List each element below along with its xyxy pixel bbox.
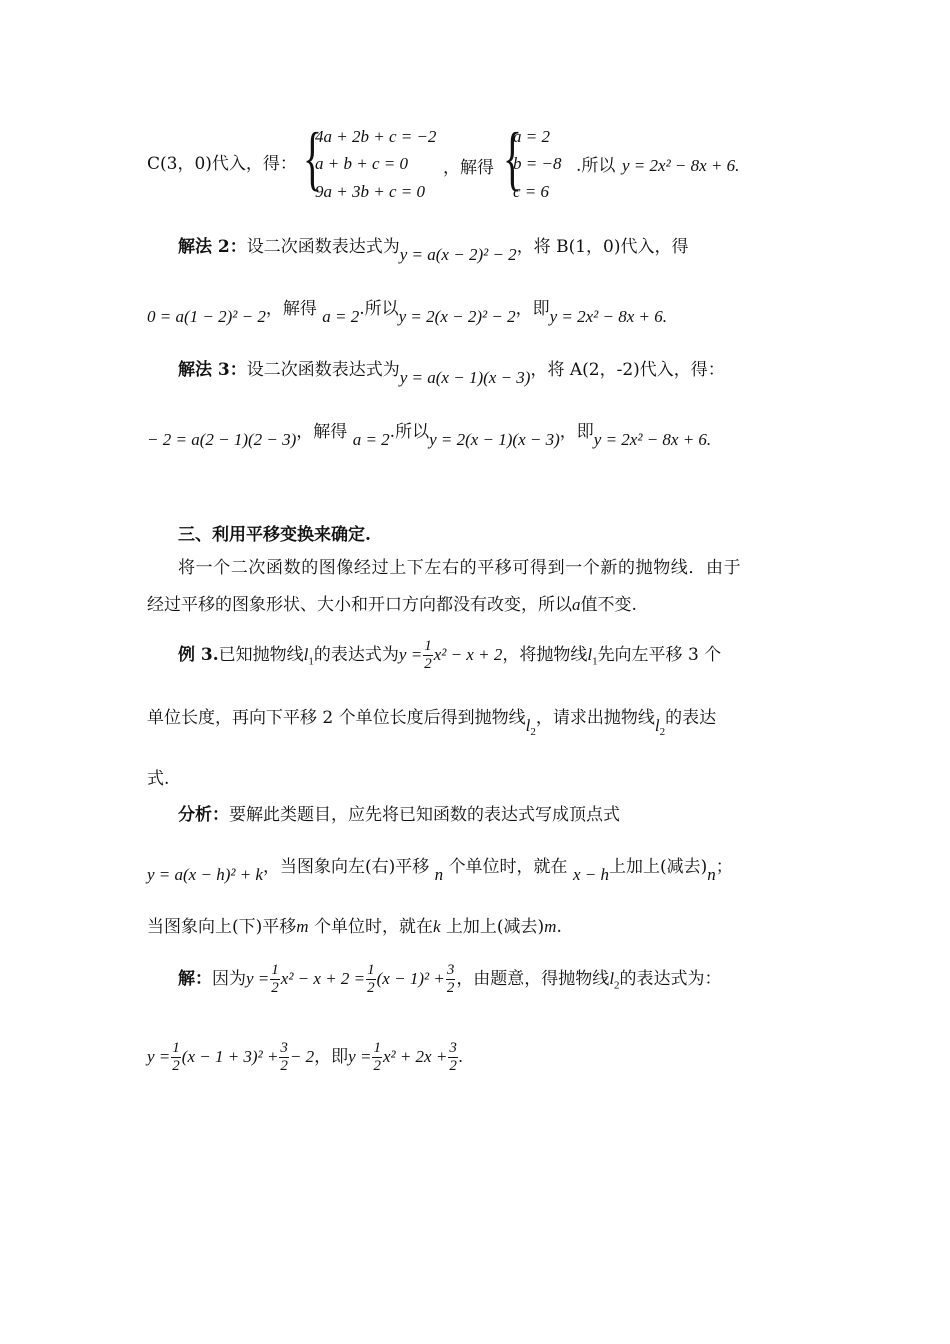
sol3-line2	[147, 417, 712, 449]
analysis-line3c: 上加上(减去)	[445, 917, 545, 937]
block1-prefix: C(3，0)代入，得：	[147, 154, 297, 174]
analysis-t2: ，当图象向左(右)平移	[262, 857, 430, 877]
solution-frac1-num: 1	[271, 962, 279, 978]
solution-f3b: x² + 2x +	[382, 1047, 448, 1066]
section3-heading: 三、利用平移变换来确定.	[178, 525, 371, 545]
solution-frac6-den: 2	[373, 1058, 381, 1074]
example3-fraction	[423, 638, 433, 673]
system1-eq2: a + b + c = 0	[315, 154, 408, 173]
block1-after: .所以	[576, 156, 616, 176]
example3-label: 例 3.	[178, 645, 219, 665]
solution-frac5	[279, 1040, 289, 1075]
example3-l1: l	[303, 645, 309, 664]
sol3-aval: a = 2	[352, 430, 390, 449]
analysis-line3	[147, 912, 562, 937]
sol2-label: 解法 2：	[178, 237, 247, 257]
sol2-formula1: y = a(x − 2)² − 2	[399, 245, 517, 264]
block1-mid: ，解得	[443, 158, 494, 178]
solution-frac4-num: 1	[172, 1040, 180, 1056]
example3-l1-sub: 1	[308, 655, 314, 668]
solution-frac2-num: 1	[367, 962, 375, 978]
solution-frac7	[448, 1040, 458, 1075]
sol2-formula2: y = 2(x − 2)² − 2	[398, 307, 516, 326]
solution-f3a: y =	[348, 1047, 372, 1066]
analysis-vertex: y = a(x − h)² + k	[147, 865, 263, 884]
example3-t4: 先向左平移 3 个	[597, 645, 722, 665]
example3-frac-num: 1	[424, 638, 432, 654]
section3-para2	[147, 590, 637, 615]
example3-l1b: l	[587, 645, 593, 664]
analysis-t5: ；	[715, 857, 733, 877]
system2-eq3: c = 6	[513, 182, 550, 201]
solution-f2c: − 2	[289, 1047, 315, 1066]
solution-f1b: x² − x + 2 =	[280, 969, 366, 988]
solution-l2-sub: 2	[614, 979, 620, 992]
solution-t4: ，即	[314, 1047, 349, 1067]
sol3-formula1: y = a(x − 1)(x − 3)	[399, 368, 531, 387]
sol2-aval: a = 2	[322, 307, 360, 326]
analysis-k: k	[432, 917, 441, 936]
system1-eq1: 4a + 2b + c = −2	[315, 127, 437, 146]
solution-line2	[147, 1040, 463, 1075]
section3-para1: 将一个二次函数的图像经过上下左右的平移可得到一个新的抛物线．由于	[178, 558, 742, 578]
solution-frac2	[366, 962, 376, 997]
sol3-result: y = 2x² − 8x + 6.	[593, 430, 712, 449]
sol2-result: y = 2x² − 8x + 6.	[549, 307, 667, 326]
solution-l2: l	[609, 969, 615, 988]
analysis-line3a: 当图象向上(下)平移	[147, 917, 297, 937]
solution-frac1	[270, 962, 280, 997]
example3-l2b-sub: 2	[659, 726, 666, 739]
solution-f1a: y =	[246, 969, 270, 988]
solution-frac7-den: 2	[449, 1058, 457, 1074]
sol3-ie: ，即	[559, 422, 594, 442]
solution-frac4	[171, 1040, 181, 1075]
sol3-label: 解法 3：	[178, 360, 247, 380]
analysis-line2	[147, 852, 733, 884]
solution-f2a: y =	[147, 1047, 171, 1066]
solution-t3: 的表达式为：	[619, 969, 722, 989]
example3-fy: y =	[398, 645, 423, 664]
example3-l2b: l	[654, 716, 660, 735]
analysis-t3: 个单位时，就在	[448, 857, 568, 877]
analysis-line3b: 个单位时，就在	[313, 917, 433, 937]
sol2-solve: ，解得	[265, 299, 317, 319]
sol2-text1: 设二次函数表达式为	[246, 237, 400, 257]
sol2-ie: ，即	[515, 299, 550, 319]
left-brace-1: {	[303, 118, 323, 198]
example3-line3: 式.	[147, 769, 170, 789]
analysis-n: n	[434, 865, 444, 884]
example3-t2: 的表达式为	[313, 645, 399, 665]
solution-frac6-num: 1	[373, 1040, 381, 1056]
section3-para2a: 经过平移的图象形状、大小和开口方向都没有改变，所以	[147, 595, 572, 615]
solution-line1	[178, 962, 722, 997]
example3-l2-sub: 2	[530, 726, 536, 739]
solution-frac5-den: 2	[280, 1058, 288, 1074]
analysis-n2: n	[707, 865, 716, 884]
solution-t1: 因为	[212, 969, 246, 989]
solution-frac2-den: 2	[367, 980, 375, 996]
sol3-solve: ，解得	[296, 422, 348, 442]
analysis-m2: m	[544, 917, 557, 936]
sol3-text2: ，将 A(2，-2)代入，得：	[530, 360, 725, 380]
sol3-line1	[178, 355, 725, 387]
example3-line1	[178, 638, 721, 673]
example3-frest: x² − x + 2	[433, 645, 503, 664]
example3-t1: 已知抛物线	[218, 645, 304, 665]
solution-frac5-num: 3	[280, 1040, 288, 1056]
left-brace-2: {	[503, 118, 523, 198]
example3-line2	[147, 703, 717, 739]
sol3-eq: − 2 = a(2 − 1)(2 − 3)	[147, 430, 297, 449]
solution-end: .	[458, 1047, 464, 1066]
solution-frac7-num: 3	[449, 1040, 457, 1056]
system2-eq2: b = −8	[513, 154, 562, 173]
system1-eq3: 9a + 3b + c = 0	[315, 182, 425, 201]
example3-frac-den: 2	[424, 656, 432, 672]
solution-frac4-den: 2	[172, 1058, 180, 1074]
analysis-m: m	[296, 917, 309, 936]
solution-t2: ，由题意，得抛物线	[456, 969, 610, 989]
section3-para2b: 值不变.	[580, 595, 637, 615]
solution-frac1-den: 2	[271, 980, 279, 996]
sol3-text1: 设二次函数表达式为	[246, 360, 400, 380]
analysis-xh: x − h	[572, 865, 609, 884]
sol3-so: .所以	[389, 422, 430, 442]
sol2-line2	[147, 294, 667, 326]
example3-l1b-sub: 1	[592, 655, 598, 668]
analysis-line3d: .	[556, 917, 562, 937]
solution-f2b: (x − 1 + 3)² +	[181, 1047, 279, 1066]
sol2-text2: ，将 B(1，0)代入，得	[516, 237, 689, 257]
block1-result: y = 2x² − 8x + 6.	[622, 156, 740, 175]
system2-eq1: a = 2	[513, 127, 550, 146]
solution-f1c: (x − 1)² +	[376, 969, 445, 988]
analysis-label: 分析：	[178, 805, 229, 825]
sol3-formula2: y = 2(x − 1)(x − 3)	[429, 430, 560, 449]
sol2-eq: 0 = a(1 − 2)² − 2	[147, 307, 266, 326]
sol2-line1	[178, 232, 689, 264]
sol2-so: .所以	[359, 299, 399, 319]
solution-label: 解：	[178, 969, 212, 989]
solution-frac3-num: 3	[446, 962, 455, 978]
example3-line2a: 单位长度，再向下平移 2 个单位长度后得到抛物线	[147, 708, 526, 728]
example3-line2c: 的表达	[665, 708, 717, 728]
analysis-line1	[178, 800, 620, 825]
solution-frac3-den: 2	[446, 980, 455, 996]
analysis-t4: 上加上(减去)	[609, 857, 708, 877]
solution-frac3	[446, 962, 456, 997]
section3-var-a: a	[572, 595, 581, 614]
analysis-t1: 要解此类题目，应先将已知函数的表达式写成顶点式	[229, 805, 620, 825]
example3-line2b: ，请求出抛物线	[535, 708, 655, 728]
solution-frac6	[372, 1040, 382, 1075]
example3-t3: ，将抛物线	[502, 645, 588, 665]
example3-l2: l	[525, 716, 531, 735]
